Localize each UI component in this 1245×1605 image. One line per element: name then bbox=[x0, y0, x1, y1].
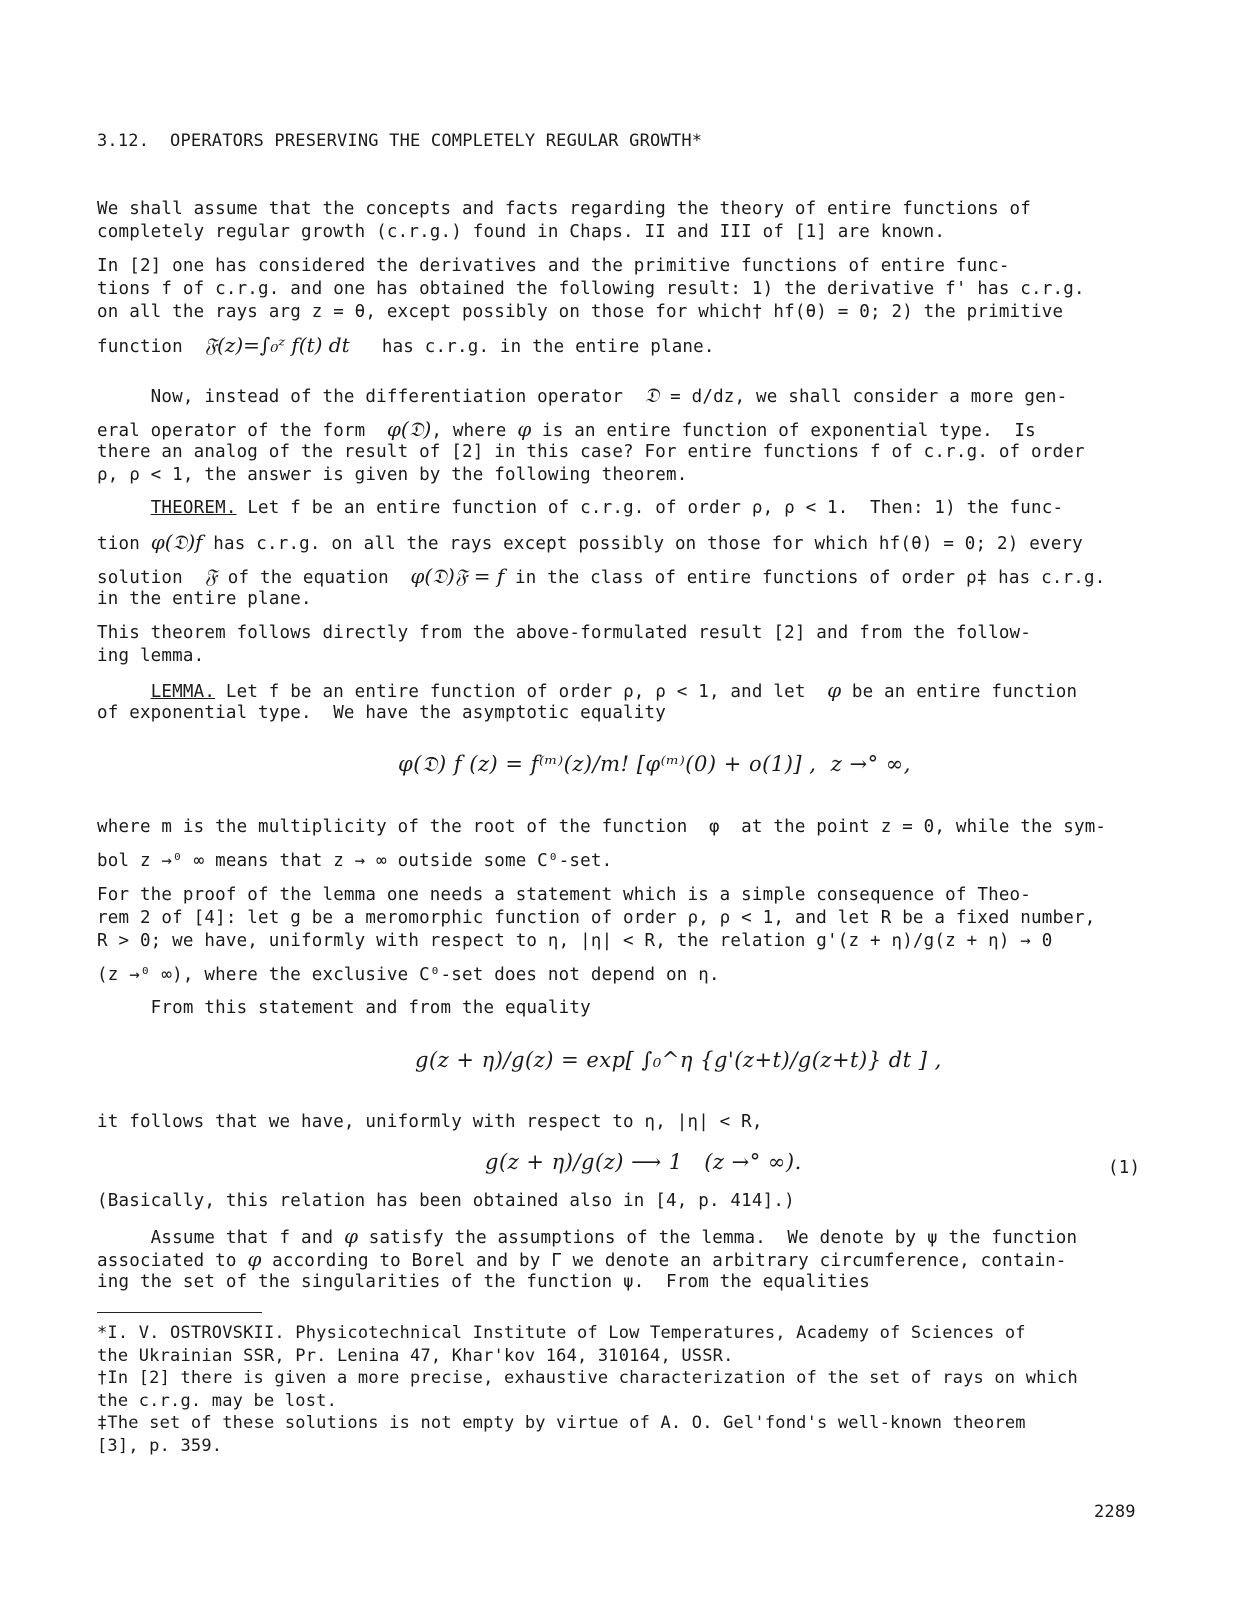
paragraph-intro: We shall assume that the concepts and facts regarding the theory of entire functions of completely regular growth (c.r.g.) found in Chaps. II and III of [1] are known. bbox=[97, 199, 1032, 242]
equation-number: (1) bbox=[1108, 1158, 1141, 1178]
paragraph-uniformly: it follows that we have, uniformly with respect to η, |η| < R, bbox=[97, 1112, 763, 1132]
paragraph-basically: (Basically, this relation has been obtained also in [4, p. 414].) bbox=[97, 1191, 795, 1211]
text: of the equation bbox=[217, 568, 389, 588]
paragraph-statement: From this statement and from the equality bbox=[97, 998, 591, 1018]
lemma-label: LEMMA. bbox=[150, 682, 216, 702]
paragraph-proof: For the proof of the lemma one needs a statement which is a simple consequence of Theo- rem 2 of [4]: let g be a meromorphic function of order ρ, ρ < 1, and let R be a fixed number, R > 0; we have, uniformly with respect to η, |η| < R, the relation g'(z + η)/g(z + η) → 0 bbox=[97, 885, 1096, 951]
text: eral operator of the form bbox=[97, 421, 366, 441]
paragraph-follows: This theorem follows directly from the above-formulated result [2] and from the follow- ing lemma. bbox=[97, 623, 1032, 666]
text: associated to bbox=[97, 1251, 237, 1271]
section-heading: 3.12. OPERATORS PRESERVING THE COMPLETELY REGULAR GROWTH* bbox=[97, 131, 703, 151]
text: be an entire function bbox=[841, 682, 1078, 702]
equation-phi-f: φ(𝔇)𝔉 = f bbox=[410, 564, 505, 588]
operator-symbol-d: 𝔇 bbox=[644, 383, 660, 407]
text: according to Borel and by Γ we denote an arbitrary circumference, contain- bbox=[261, 1251, 1067, 1271]
paragraph-multiplicity-line2: bol z →⁰ ∞ means that z → ∞ outside some C⁰-set. bbox=[97, 851, 613, 871]
text: in the class of entire functions of order ρ‡ has c.r.g. bbox=[504, 568, 1106, 588]
text: satisfy the assumptions of the lemma. We denote by ψ the function bbox=[357, 1228, 1078, 1248]
text: Assume that f and bbox=[97, 1228, 334, 1248]
footnote-dagger: †In [2] there is given a more precise, exhaustive characterization of the set of rays on which the c.r.g. may be lost. bbox=[97, 1368, 1078, 1411]
solution-symbol: 𝔉 bbox=[204, 564, 218, 588]
text: Let f be an entire function of c.r.g. of order ρ, ρ < 1. Then: 1) the func- bbox=[236, 498, 1064, 518]
text: solution bbox=[97, 568, 183, 588]
text-function: function bbox=[97, 337, 183, 357]
phi-symbol: φ bbox=[517, 417, 532, 441]
phi-symbol: φ bbox=[343, 1224, 358, 1248]
paragraph-prior-result-formula-line bbox=[97, 334, 715, 359]
theorem-line3 bbox=[97, 565, 1106, 590]
phi-symbol: φ bbox=[827, 678, 842, 702]
theorem-line1 bbox=[97, 497, 1063, 520]
phi-symbol: φ bbox=[247, 1247, 262, 1271]
footnote-divider bbox=[97, 1312, 262, 1313]
paragraph-proof-line4: (z →⁰ ∞), where the exclusive C⁰-set does not depend on η. bbox=[97, 965, 720, 985]
lemma-line1 bbox=[97, 679, 1077, 704]
text: Let f be an entire function of order ρ, ρ < 1, and let bbox=[215, 682, 806, 702]
text: Now, instead of the differentiation operator bbox=[97, 387, 624, 407]
operator-phi-d: φ(𝔇) bbox=[386, 417, 432, 441]
footnote-double-dagger: ‡The set of these solutions is not empty by virtue of A. O. Gel'fond's well-known theorem [3], p. 359. bbox=[97, 1413, 1026, 1456]
paragraph-operator-line2 bbox=[97, 418, 1036, 443]
paragraph-assume-line2 bbox=[97, 1248, 1067, 1273]
paragraph-assume-line1 bbox=[97, 1225, 1077, 1250]
theorem-label: THEOREM. bbox=[150, 498, 237, 518]
equation-exp: g(z + η)/g(z) = exp[ ∫₀^η {g'(z+t)/g(z+t)} dt ] , bbox=[415, 1048, 942, 1072]
theorem-line2 bbox=[97, 531, 1083, 556]
lemma-line2: of exponential type. We have the asymptotic equality bbox=[97, 703, 667, 723]
phi-d-f: φ(𝔇)f bbox=[150, 530, 203, 554]
paragraph-multiplicity-line1: where m is the multiplicity of the root of the function φ at the point z = 0, while the sym- bbox=[97, 817, 1107, 837]
footnote-author: *I. V. OSTROVSKII. Physicotechnical Institute of Low Temperatures, Academy of Sciences of the Ukrainian SSR, Pr. Lenina 47, Khar'kov 164, 310164, USSR. bbox=[97, 1323, 1026, 1366]
equation-1: g(z + η)/g(z) ⟶ 1 (z →° ∞). bbox=[485, 1150, 802, 1174]
paragraph-operator-rest: there an analog of the result of [2] in this case? For entire functions f of c.r.g. of order ρ, ρ < 1, the answer is given by the following theorem. bbox=[97, 442, 1085, 485]
text: is an entire function of exponential type. Is bbox=[531, 421, 1036, 441]
page-number: 2289 bbox=[1094, 1502, 1136, 1522]
text-has-crg: has c.r.g. in the entire plane. bbox=[381, 337, 715, 357]
paragraph-operator-line1 bbox=[97, 384, 1067, 409]
text: = d/dz, we shall consider a more gen- bbox=[659, 387, 1068, 407]
equation-lemma: φ(𝔇) f (z) = f⁽ᵐ⁾(z)/m! [φ⁽ᵐ⁾(0) + o(1)] , z →° ∞, bbox=[398, 752, 911, 776]
theorem-line4: in the entire plane. bbox=[97, 589, 312, 609]
text: has c.r.g. on all the rays except possibly on those for which hf(θ) = 0; 2) every bbox=[202, 534, 1083, 554]
text: , where bbox=[431, 421, 507, 441]
paragraph-assume-line3: ing the set of the singularities of the function ψ. From the equalities bbox=[97, 1272, 870, 1292]
text: tion bbox=[97, 534, 140, 554]
paragraph-prior-result: In [2] one has considered the derivatives and the primitive functions of entire func- tions f of c.r.g. and one has obtained the following result: 1) the derivative f' has c.r.g. on all the rays arg z = θ, except possibly on those for which† hf(θ) = 0; 2) the primitive bbox=[97, 256, 1085, 322]
primitive-formula: 𝔉(z)=∫₀ᶻ f(t) dt bbox=[204, 333, 350, 357]
